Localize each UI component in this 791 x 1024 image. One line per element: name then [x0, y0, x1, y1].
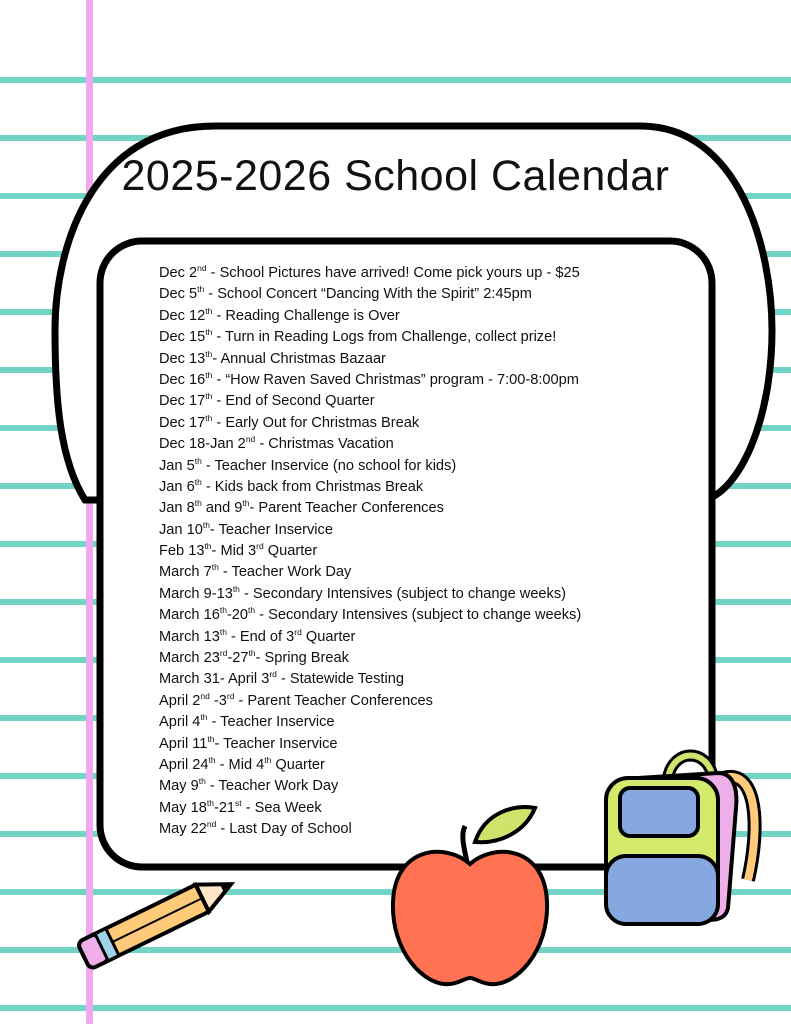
event-text: - Teacher Inservice (no school for kids)	[201, 457, 457, 474]
event-item	[159, 349, 581, 370]
event-ordinal-suffix: th	[205, 348, 213, 359]
event-item	[159, 712, 581, 733]
ruled-line	[0, 77, 791, 83]
event-ordinal-suffix: th	[205, 412, 213, 423]
event-text: - Early Out for Christmas Break	[212, 414, 420, 431]
event-text: - Annual Christmas Bazaar	[212, 350, 386, 367]
event-text: - Secondary Intensives (subject to change weeks)	[239, 585, 566, 602]
event-text: Jan 10	[159, 521, 203, 538]
event-text: - “How Raven Saved Christmas” program - 7:00-8:00pm	[212, 371, 579, 388]
event-item	[159, 391, 581, 412]
event-text: March 7	[159, 564, 212, 581]
event-text: -20	[226, 607, 249, 624]
event-ordinal-suffix: st	[235, 797, 242, 808]
event-ordinal-suffix: th	[205, 369, 213, 380]
event-ordinal-suffix: th	[197, 284, 205, 295]
pencil-icon	[68, 866, 253, 976]
event-text: Jan 8	[159, 500, 195, 517]
event-text: - Last Day of School	[216, 821, 352, 838]
event-ordinal-suffix: th	[205, 327, 213, 338]
ruled-line	[0, 1005, 791, 1011]
event-item	[159, 669, 581, 690]
event-text: - Turn in Reading Logs from Challenge, collect prize!	[212, 329, 557, 346]
event-text: May 9	[159, 778, 199, 795]
event-text: - Teacher Work Day	[205, 778, 339, 795]
event-ordinal-suffix: rd	[256, 541, 264, 552]
event-ordinal-suffix: th	[219, 605, 227, 616]
event-ordinal-suffix: nd	[245, 434, 256, 445]
event-text: - Sea Week	[241, 799, 322, 816]
event-text: - Teacher Inservice	[207, 714, 335, 731]
event-ordinal-suffix: nd	[200, 690, 210, 701]
event-text: April 24	[159, 756, 209, 773]
event-text: Dec 16	[159, 371, 206, 388]
event-ordinal-suffix: th	[202, 519, 210, 530]
event-ordinal-suffix: th	[208, 754, 216, 765]
event-item	[159, 306, 581, 327]
event-ordinal-suffix: th	[264, 754, 272, 765]
event-item	[159, 648, 581, 669]
event-ordinal-suffix: th	[205, 391, 213, 402]
event-text: - Kids back from Christmas Break	[201, 478, 424, 495]
event-ordinal-suffix: nd	[206, 819, 217, 830]
event-text: Quarter	[271, 756, 325, 773]
event-ordinal-suffix: th	[194, 498, 202, 509]
apple-icon	[385, 802, 555, 992]
event-ordinal-suffix: th	[204, 541, 212, 552]
event-item	[159, 541, 581, 562]
event-item	[159, 413, 581, 434]
event-ordinal-suffix: rd	[294, 626, 302, 637]
event-text: - School Concert “Dancing With the Spirit” 2:45pm	[204, 286, 532, 303]
event-text: March 13	[159, 628, 220, 645]
event-ordinal-suffix: th	[248, 648, 256, 659]
event-item	[159, 691, 581, 712]
event-text: - Teacher Inservice	[209, 521, 333, 538]
event-text: Dec 18-Jan 2	[159, 436, 246, 453]
event-text: -27	[227, 650, 249, 667]
event-text: - Mid 3	[211, 543, 257, 560]
event-text: Dec 13	[159, 350, 206, 367]
event-item	[159, 627, 581, 648]
event-text: -21	[213, 799, 236, 816]
event-text: Dec 17	[159, 414, 206, 431]
event-text: March 9-13	[159, 585, 233, 602]
event-item	[159, 498, 581, 519]
event-ordinal-suffix: th	[207, 733, 215, 744]
event-ordinal-suffix: rd	[219, 648, 228, 659]
event-ordinal-suffix: th	[194, 476, 202, 487]
event-text: Dec 17	[159, 393, 206, 410]
event-text: April 11	[159, 735, 208, 752]
event-ordinal-suffix: th	[200, 712, 208, 723]
event-item	[159, 477, 581, 498]
event-text: - Teacher Work Day	[218, 564, 352, 581]
event-item	[159, 520, 581, 541]
event-item	[159, 755, 581, 776]
event-item	[159, 776, 581, 797]
event-text: - Mid 4	[215, 756, 265, 773]
event-ordinal-suffix: th	[206, 797, 214, 808]
event-text: - Parent Teacher Conferences	[249, 500, 444, 517]
event-item	[159, 584, 581, 605]
event-text: - End of Second Quarter	[212, 393, 375, 410]
event-text: - Christmas Vacation	[255, 436, 394, 453]
event-text: - Statewide Testing	[276, 671, 404, 688]
event-text: May 18	[159, 799, 207, 816]
event-item	[159, 370, 581, 391]
event-text: - Teacher Inservice	[214, 735, 338, 752]
event-ordinal-suffix: th	[198, 776, 206, 787]
event-ordinal-suffix: th	[205, 305, 213, 316]
event-text: March 16	[159, 607, 220, 624]
event-ordinal-suffix: th	[211, 562, 219, 573]
event-text: Quarter	[301, 628, 356, 645]
event-text: - Secondary Intensives (subject to change weeks)	[255, 607, 582, 624]
event-item	[159, 327, 581, 348]
event-text: Dec 5	[159, 286, 198, 303]
event-item	[159, 605, 581, 626]
event-ordinal-suffix: rd	[226, 690, 235, 701]
page-title: 2025-2026 School Calendar	[121, 152, 670, 200]
event-text: Dec 15	[159, 329, 206, 346]
event-text: - School Pictures have arrived! Come pick yours up - $25	[206, 265, 580, 281]
event-text: Quarter	[263, 543, 318, 560]
event-text: -3	[209, 692, 227, 709]
event-text: March 23	[159, 650, 220, 667]
event-text: - Spring Break	[255, 650, 349, 667]
event-text: Jan 5	[159, 457, 195, 474]
event-text: March 31- April 3	[159, 671, 270, 688]
event-text: April 2	[159, 692, 201, 709]
event-ordinal-suffix: th	[232, 583, 240, 594]
backpack-icon	[598, 748, 763, 930]
event-ordinal-suffix: th	[242, 498, 250, 509]
event-text: - Reading Challenge is Over	[212, 307, 400, 324]
event-ordinal-suffix: nd	[197, 263, 207, 273]
event-ordinal-suffix: rd	[269, 669, 277, 680]
event-text: - End of 3	[226, 628, 295, 645]
event-item	[159, 562, 581, 583]
event-text: - Parent Teacher Conferences	[234, 692, 433, 709]
event-ordinal-suffix: th	[194, 455, 202, 466]
event-text: Jan 6	[159, 478, 195, 495]
event-ordinal-suffix: th	[219, 626, 227, 637]
event-ordinal-suffix: th	[248, 605, 256, 616]
event-text: May 22	[159, 821, 207, 838]
event-text: Dec 2	[159, 265, 198, 281]
event-item	[159, 734, 581, 755]
event-list	[159, 263, 581, 841]
event-text: Dec 12	[159, 307, 206, 324]
event-text: and 9	[201, 500, 243, 517]
event-item	[159, 456, 581, 477]
event-item	[159, 263, 581, 284]
event-text: Feb 13	[159, 543, 205, 560]
event-item	[159, 434, 581, 455]
event-text: April 4	[159, 714, 201, 731]
event-item	[159, 284, 581, 305]
